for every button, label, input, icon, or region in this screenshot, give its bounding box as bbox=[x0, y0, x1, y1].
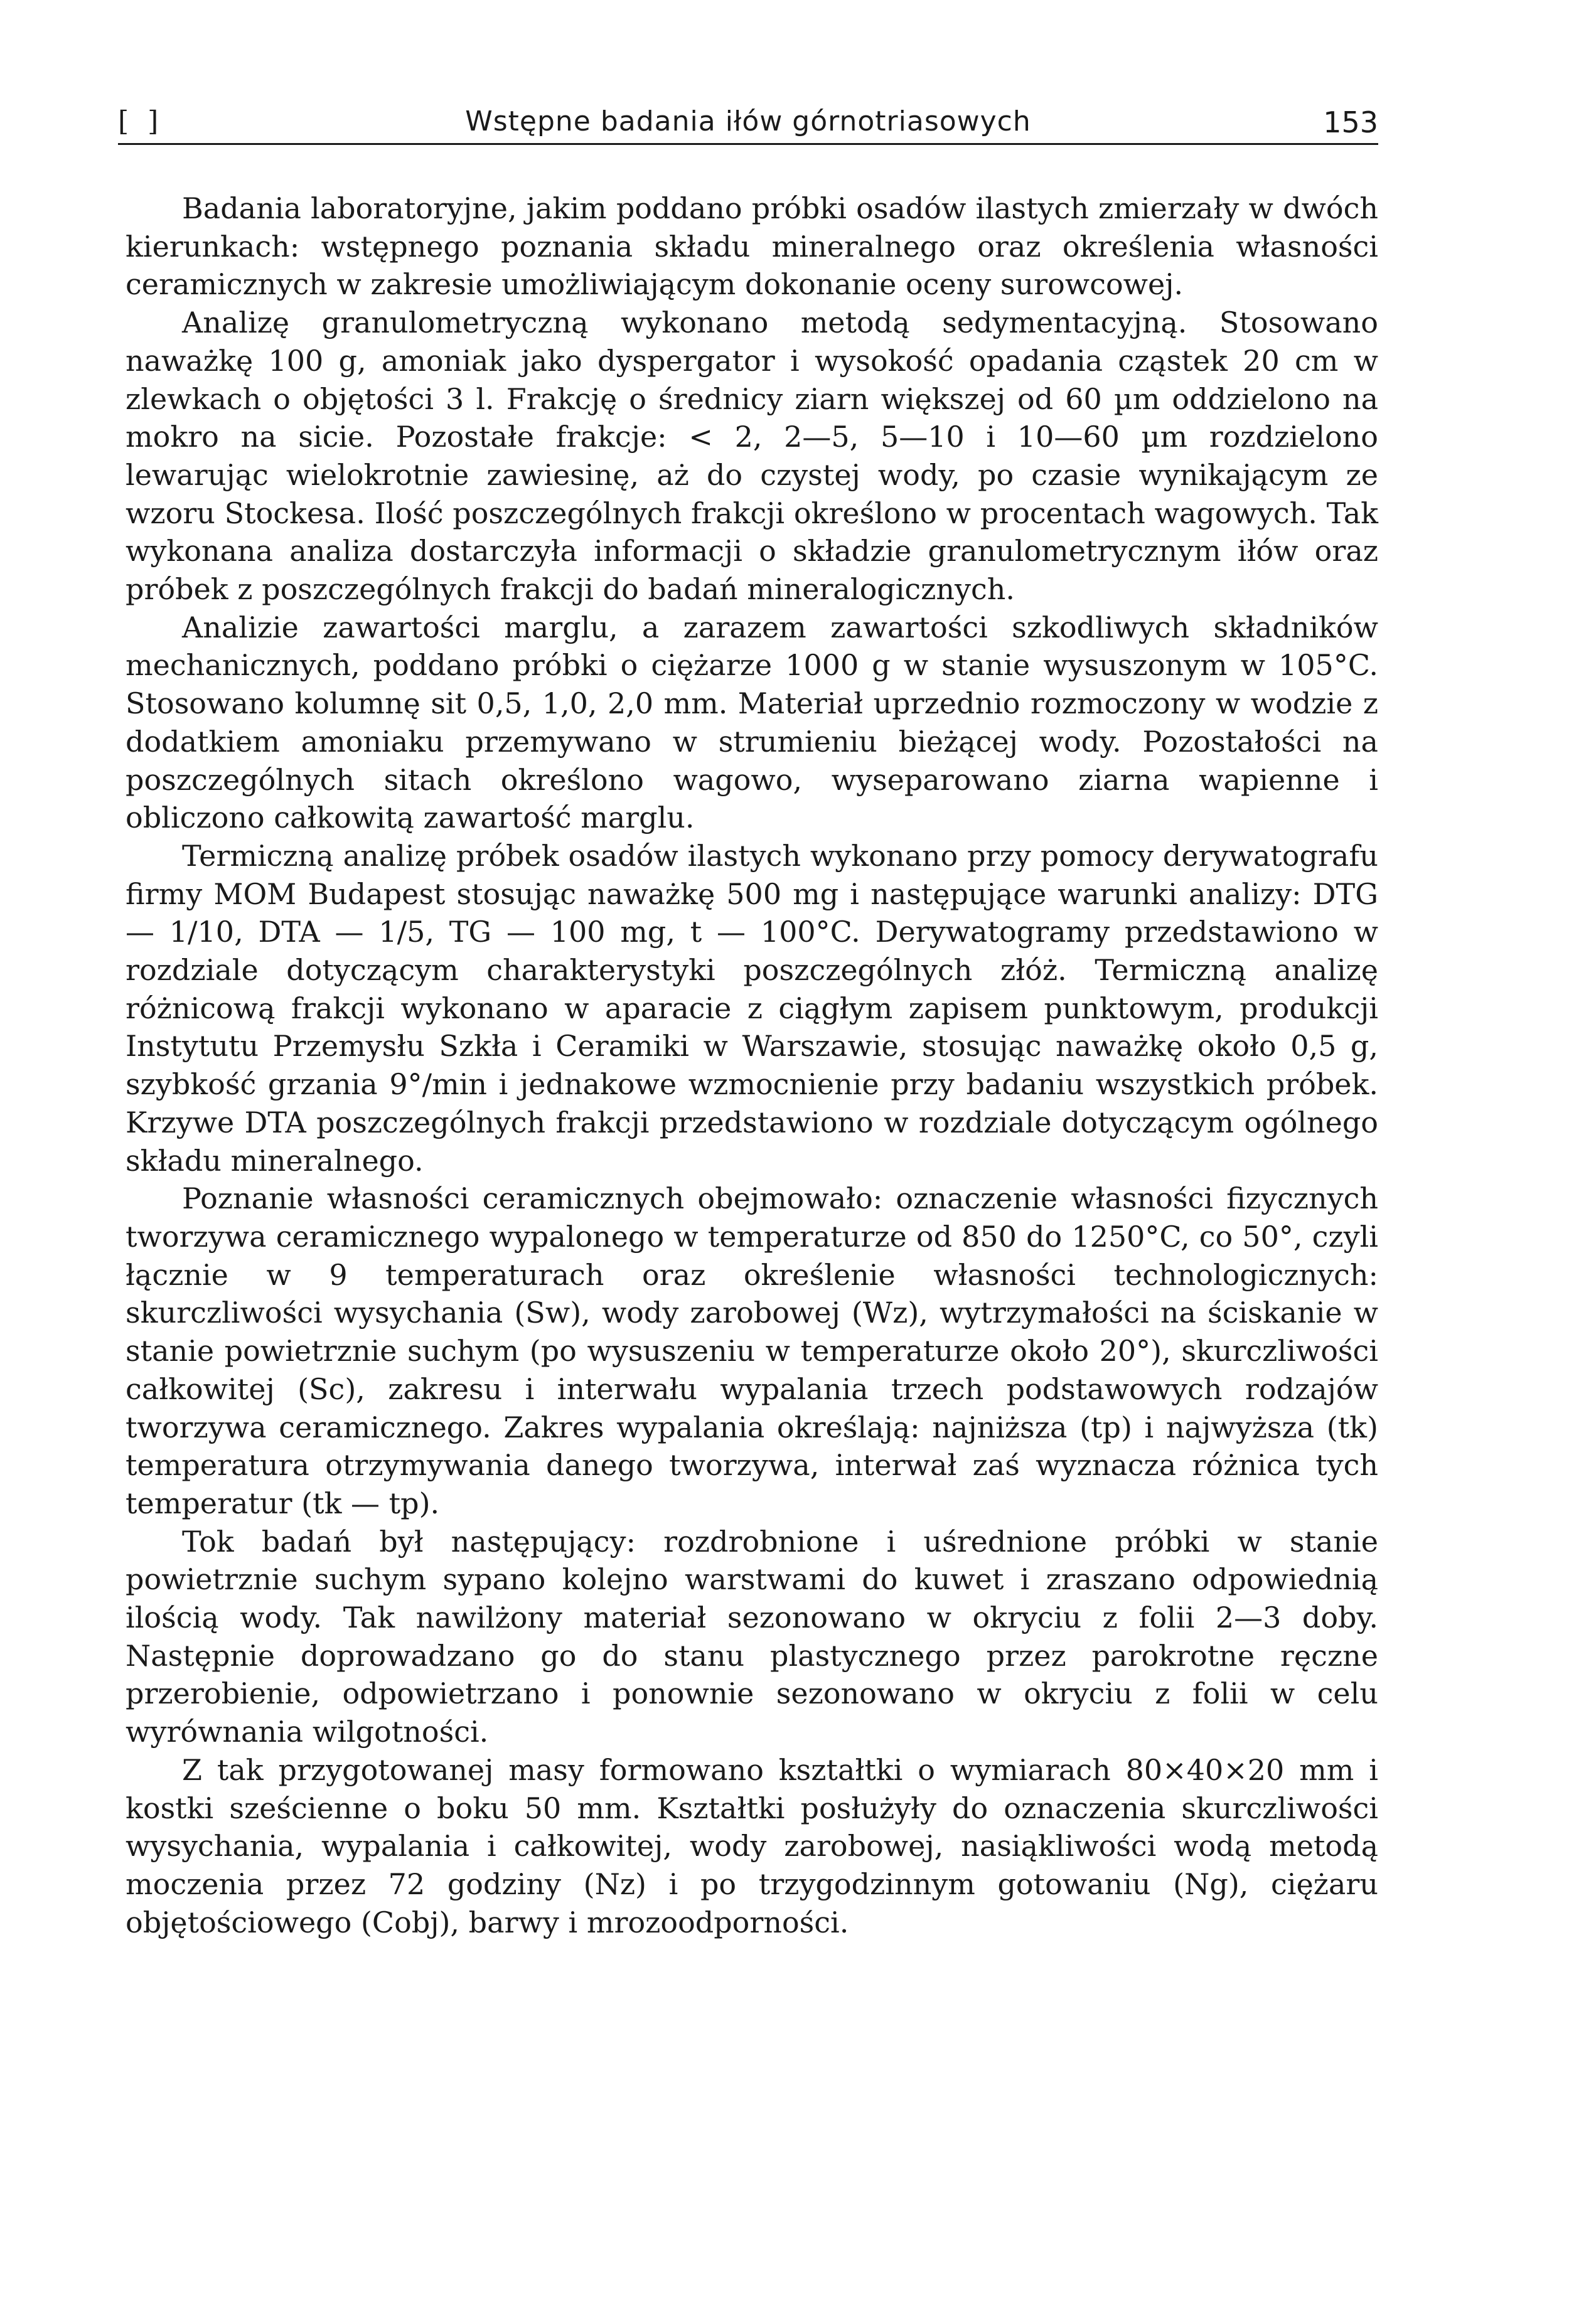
paragraph: Analizie zawartości marglu, a zarazem zawartości szkodliwych składników mechanicznych, poddano próbki o ciężarze 1000 g w stanie wysuszonym w 105°C. Stosowano kolumnę sit 0,5, 1,0, 2,0 mm. Materiał uprzednio rozmoczony w wodzie z dodatkiem amoniaku przemywano w strumieniu bieżącej wody. Pozostałości na poszczególnych sitach określono wagowo, wyseparowano ziarna wapienne i obliczono całkowitą zawartość marglu. bbox=[126, 610, 1378, 835]
paragraph: Poznanie własności ceramicznych obejmowało: oznaczenie własności fizycznych tworzywa ceramicznego wypalonego w temperaturze od 850 do 1250°C, co 50°, czyli łącznie w 9 temperaturach oraz określenie własności technologicznych: skurczliwości wysychania (Sw), wody zarobowej (Wz), wytrzymałości na ściskanie w stanie powietrznie suchym (po wysuszeniu w temperaturze około 20°), skurczliwości całkowitej (Sc), zakresu i interwału wypalania trzech podstawowych rodzajów tworzywa ceramicznego. Zakres wypalania określają: najniższa (tp) i najwyższa (tk) temperatura otrzymywania danego tworzywa, interwał zaś wyznacza różnica tych temperatur (tk — tp). bbox=[126, 1181, 1378, 1520]
paragraph: Badania laboratoryjne, jakim poddano próbki osadów ilastych zmierzały w dwóch kierunkach: wstępnego poznania składu mineralnego oraz określenia własności ceramicznych w zakresie umożliwiającym dokonanie oceny surowcowej. bbox=[126, 191, 1378, 302]
paragraph: Analizę granulometryczną wykonano metodą sedymentacyjną. Stosowano naważkę 100 g, amoniak jako dyspergator i wysokość opadania cząstek 20 cm w zlewkach o objętości 3 l. Frakcję o średnicy ziarn większej od 60 µm oddzielono na mokro na sicie. Pozostałe frakcje: < 2, 2—5, 5—10 i 10—60 µm rozdzielono lewarując wielokrotnie zawiesinę, aż do czystej wody, po czasie wynikającym ze wzoru Stockesa. Ilość poszczególnych frakcji określono w procentach wagowych. Tak wykonana analiza dostarczyła informacji o składzie granulometrycznym iłów oraz próbek z poszczególnych frakcji do badań mineralogicznych. bbox=[126, 306, 1378, 607]
body-text bbox=[126, 189, 1378, 1941]
paragraph: Z tak przygotowanej masy formowano kształtki o wymiarach 80×40×20 mm i kostki sześcienne o boku 50 mm. Kształtki posłużyły do oznaczenia skurczliwości wysychania, wypalania i całkowitej, wody zarobowej, nasiąkliwości wodą metodą moczenia przez 72 godziny (Nz) i po trzygodzinnym gotowaniu (Ng), ciężaru objętościowego (Cobj), barwy i mrozoodporności. bbox=[126, 1752, 1378, 1939]
paragraph: Tok badań był następujący: rozdrobnione i uśrednione próbki w stanie powietrznie suchym sypano kolejno warstwami do kuwet i zraszano odpowiednią ilością wody. Tak nawilżony materiał sezonowano w okryciu z folii 2—3 doby. Następnie doprowadzano go do stanu plastycznego przez parokrotne ręczne przerobienie, odpowietrzano i ponownie sezonowano w okryciu z folii w celu wyrównania wilgotności. bbox=[126, 1524, 1378, 1749]
header-mark: [ ] bbox=[118, 105, 164, 137]
paragraph: Termiczną analizę próbek osadów ilastych wykonano przy pomocy derywatografu firmy MOM Budapest stosując naważkę 500 mg i następujące warunki analizy: DTG — 1/10, DTA — 1/5, TG — 100 mg, t — 100°C. Derywatogramy przedstawiono w rozdziale dotyczącym charakterystyki poszczególnych złóż. Termiczną analizę różnicową frakcji wykonano w aparacie z ciągłym zapisem punktowym, produkcji Instytutu Przemysłu Szkła i Ceramiki w Warszawie, stosując naważkę około 0,5 g, szybkość grzania 9°/min i jednakowe wzmocnienie przy badaniu wszystkich próbek. Krzywe DTA poszczególnych frakcji przedstawiono w rozdziale dotyczącym ogólnego składu mineralnego. bbox=[126, 838, 1378, 1178]
page-number: 153 bbox=[1323, 105, 1378, 139]
running-header bbox=[118, 100, 1378, 145]
running-title: Wstępne badania iłów górnotriasowych bbox=[465, 105, 1031, 137]
